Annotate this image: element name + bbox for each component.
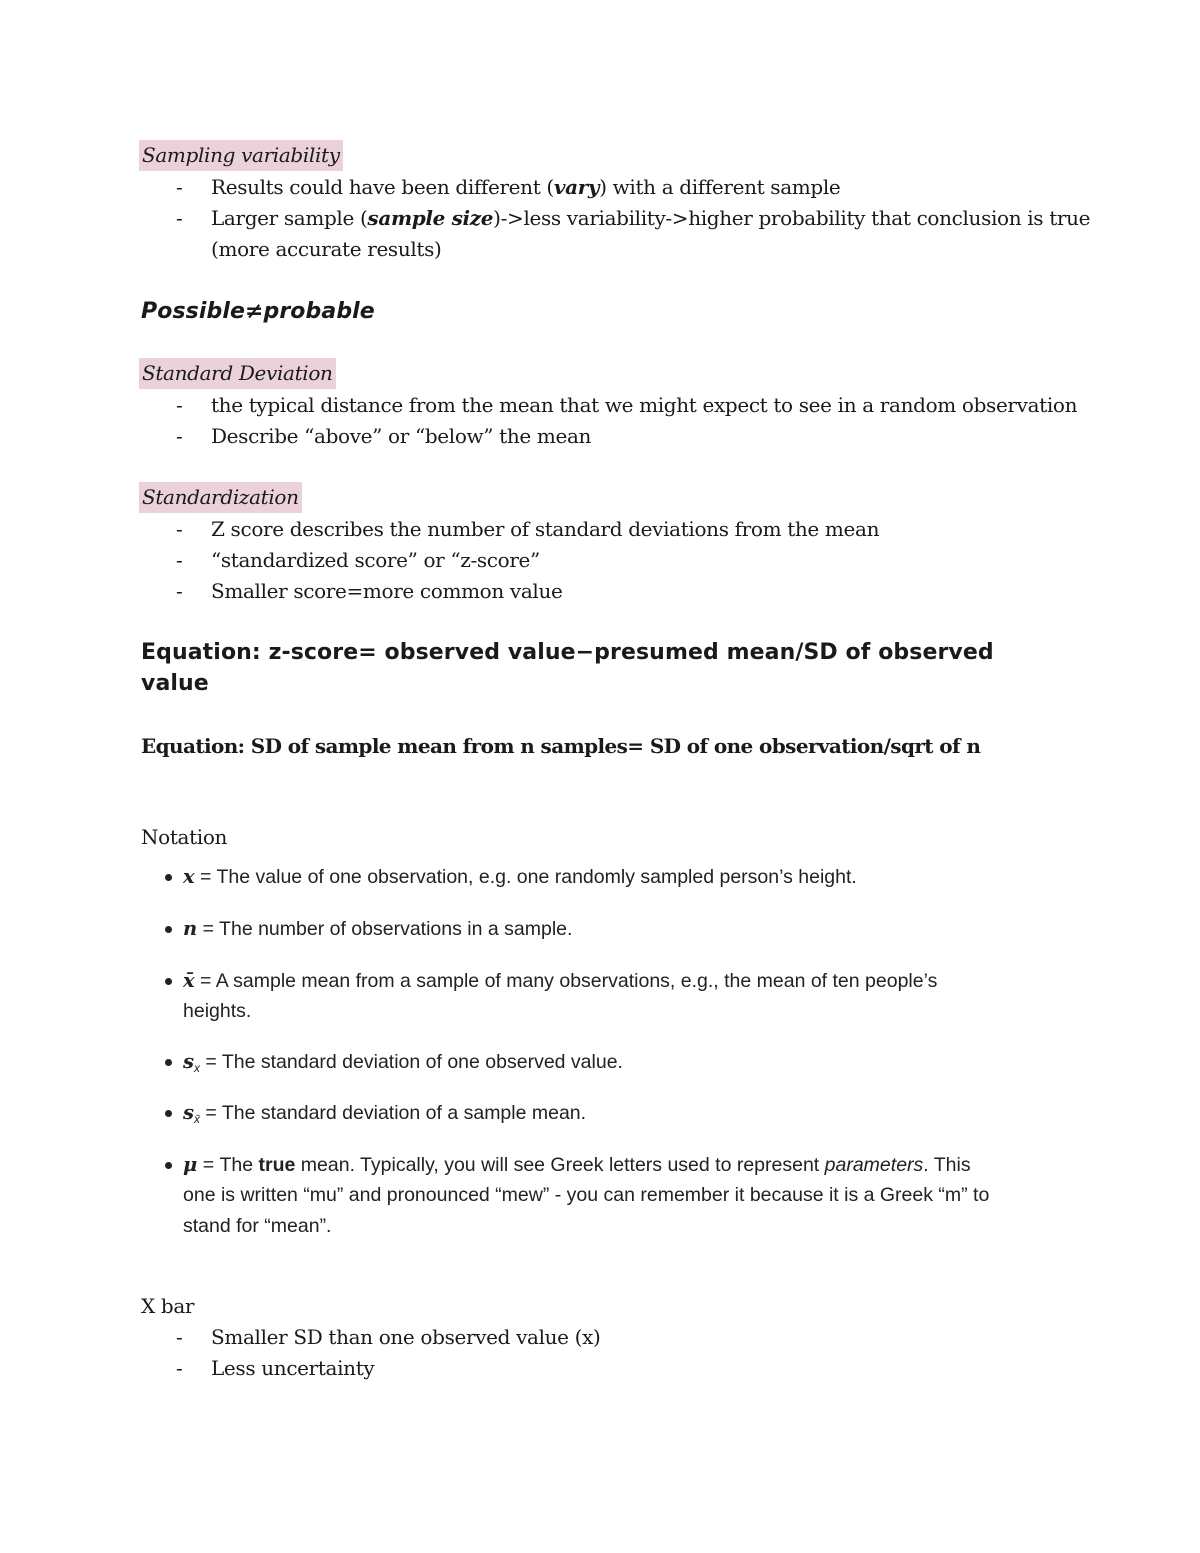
list-dash: - [176, 1325, 183, 1349]
heading-standard-deviation: Standard Deviation [139, 358, 336, 389]
notation-item-mu: μ = The true mean. Typically, you will see Greek letters used to represent parameters. This [183, 1153, 971, 1176]
heading-notation: Notation [141, 825, 228, 849]
bullet-icon [165, 874, 172, 881]
list-item: the typical distance from the mean that we might expect to see in a random observation [211, 393, 1078, 417]
list-dash: - [176, 424, 183, 448]
notation-item-mu-cont: stand for “mean”. [183, 1215, 332, 1237]
list-item: Results could have been different (vary) with a different sample [211, 175, 841, 199]
list-dash: - [176, 517, 183, 541]
list-item: Less uncertainty [211, 1356, 375, 1380]
heading-x-bar: X bar [141, 1294, 195, 1318]
list-dash: - [176, 206, 183, 230]
bullet-icon [165, 1162, 172, 1169]
notation-item-x: x = The value of one observation, e.g. one randomly sampled person’s height. [183, 865, 857, 888]
bullet-icon [165, 1110, 172, 1117]
notation-item-sxbar: $s_{x̄}$ = The standard deviation of a sample mean. [183, 1101, 587, 1126]
list-item: Smaller SD than one observed value (x) [211, 1325, 601, 1349]
list-item-continuation: (more accurate results) [211, 237, 442, 261]
list-dash: - [176, 1356, 183, 1380]
list-dash: - [176, 393, 183, 417]
heading-standardization: Standardization [139, 482, 302, 513]
notation-item-n: n = The number of observations in a sample. [183, 917, 573, 940]
list-dash: - [176, 548, 183, 572]
list-item: Z score describes the number of standard deviations from the mean [211, 517, 880, 541]
heading-possible-probable: Possible≠probable [141, 299, 375, 324]
list-item: “standardized score” or “z-score” [211, 548, 540, 572]
notation-item-mu-cont: one is written “mu” and pronounced “mew” - you can remember it because it is a Greek “m” to [183, 1184, 990, 1206]
bullet-icon [165, 978, 172, 985]
notation-item-sx: $s_x$ = The standard deviation of one observed value. [183, 1050, 623, 1075]
notation-item-xbar: x̄ = A sample mean from a sample of many observations, e.g., the mean of ten people’s [183, 969, 938, 992]
bullet-icon [165, 926, 172, 933]
list-item: Smaller score=more common value [211, 579, 563, 603]
equation-sd-sample-mean: Equation: SD of sample mean from n samples= SD of one observation/sqrt of n [141, 734, 981, 758]
equation-zscore-line2: value [141, 671, 209, 696]
bullet-icon [165, 1059, 172, 1066]
list-dash: - [176, 175, 183, 199]
equation-zscore-line1: Equation: z-score= observed value−presumed mean/SD of observed [141, 640, 994, 665]
heading-sampling-variability: Sampling variability [139, 140, 343, 171]
list-item: Larger sample (sample size)->less variability->higher probability that conclusion is true [211, 206, 1091, 230]
notation-item-xbar-cont: heights. [183, 1000, 252, 1022]
list-dash: - [176, 579, 183, 603]
list-item: Describe “above” or “below” the mean [211, 424, 592, 448]
